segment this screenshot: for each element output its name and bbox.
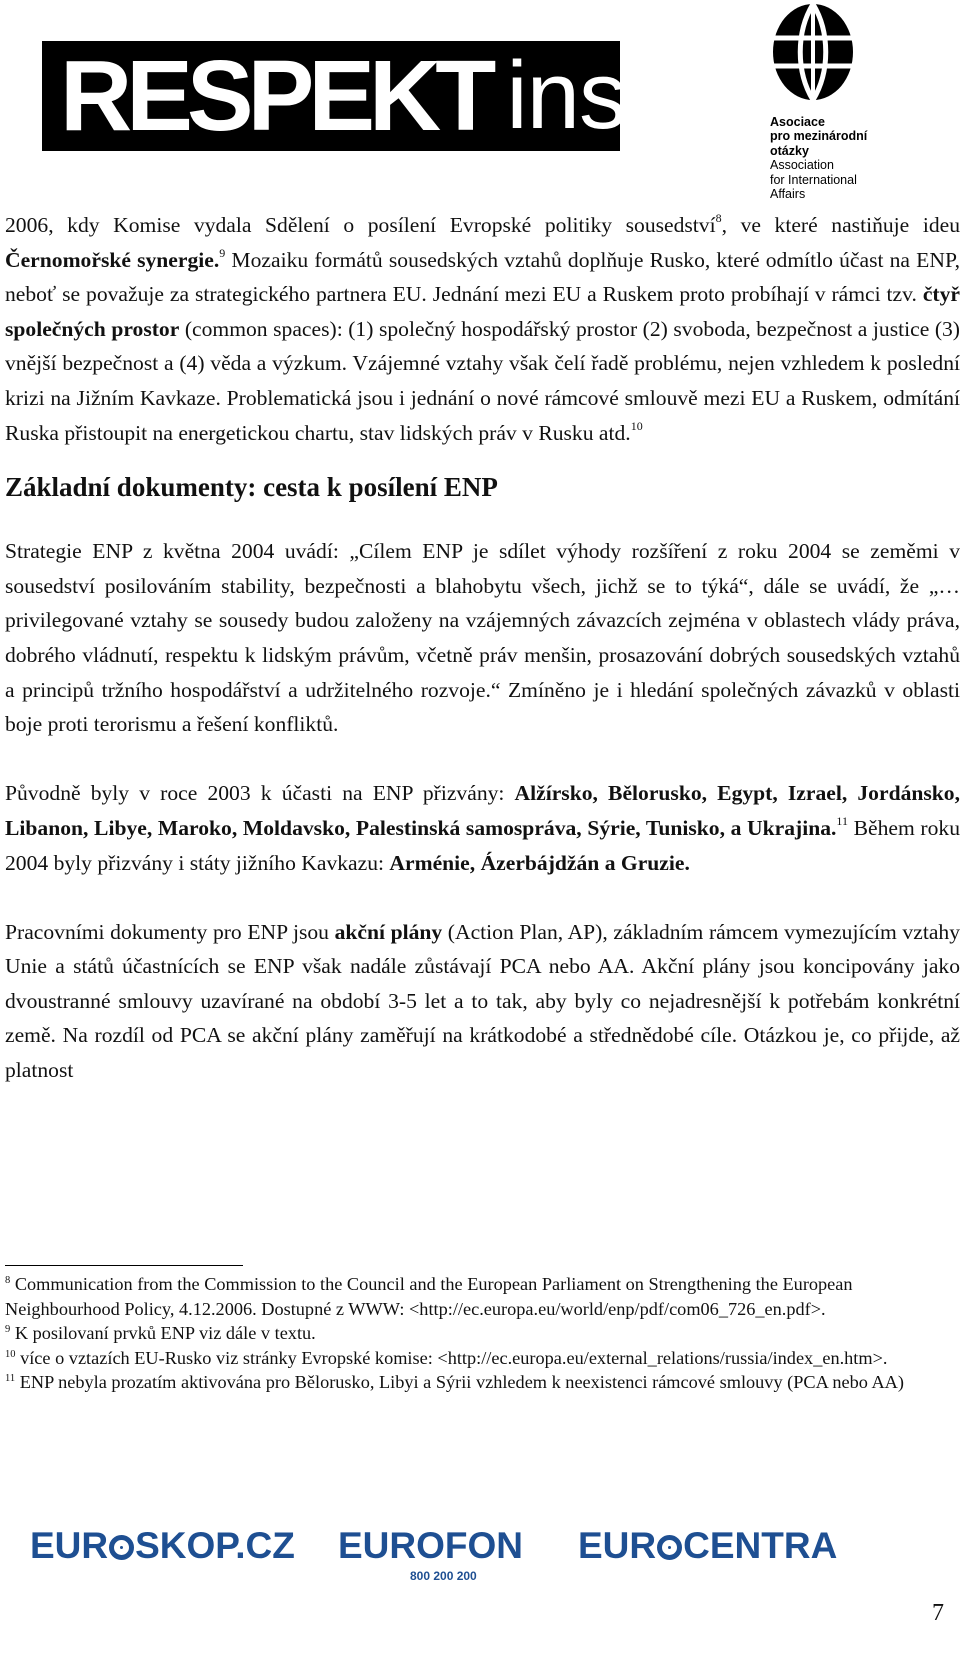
eurocentra-logo[interactable]: EUR CENTRA [578, 1525, 838, 1566]
aia-line: pro mezinárodní [770, 129, 868, 144]
paragraph-action-plans: Pracovními dokumenty pro ENP jsou akční plány (Action Plan, AP), základním rámcem vymezujícím vztahy Unie a států účastnících se ENP však nadále zůstávají PCA nebo AA. Akční plány jsou koncipovány jako dvoustranné smlouvy uzavírané na období 3-5 let a to tak, aby byly co nejadresnější k potřebám konkrétní země. Na rozdíl od PCA se akční plány zaměřují na krátkodobé a střednědobé cíle. Otázkou je, co přijde, až platnost [5, 919, 960, 1083]
aia-logo [764, 2, 944, 202]
footnote: $^9$ K posilovaní prvků ENP viz dále v textu. [5, 1323, 316, 1343]
aia-line: Asociace [770, 115, 825, 129]
footnote: $^8$ Communication from the Commission to the Council and the European Parliament on Strengthening the European Neighbourhood Policy, 4.12.2006. Dostupné z WWW: <http://ec.europa.eu/world/enp/pdf/com06_726_en.pdf>. [5, 1274, 853, 1319]
document-body [5, 208, 960, 1088]
footnotes [5, 1272, 950, 1395]
footnote-ref[interactable]: 11 [836, 813, 848, 828]
respekt-institut-logo [42, 40, 776, 152]
paragraph-strategy: Strategie ENP z května 2004 uvádí: „Cílem ENP je sdílet výhody rozšíření z roku 2004 se zeměmi v sousedství posilováním stability, bezpečnosti a blahobytu všech, jichž se to týká“, dále se uvádí, že „…privilegované vztahy se sousedy budou založeny na vzájemných závazcích zejména v oblastech vlády práva, dobrého vládnutí, respektu k lidským právům, včetně práv menšin, prosazování dobrých sousedských vztahů a principů tržního hospodářství a udržitelného rozvoje.“ Zmíněno je i hledání společných závazků v oblasti boje proti terorismu a řešení konfliktů. [5, 539, 960, 737]
paragraph-countries: Původně byly v roce 2003 k účasti na ENP přizvány: Alžírsko, Bělorusko, Egypt, Izrael, Jordánsko, Libanon, Libye, Maroko, Moldavsko, Palestinská samospráva, Sýrie, Tunisko, a Ukrajina.$^{11}$ Během roku 2004 byly přizvány i státy jižního Kavkazu: Arménie, Ázerbájdžán a Gruzie. [5, 781, 960, 875]
footer [0, 1487, 960, 1665]
aia-line: Association [770, 158, 834, 173]
aia-line: Affairs [770, 187, 806, 202]
logo-institut-word: institut [506, 42, 776, 149]
footnote-ref[interactable]: 9 [219, 245, 226, 260]
globe-icon [768, 2, 858, 110]
paragraph-enp-russia: 2006, kdy Komise vydala Sdělení o posílení Evropské politiky sousedství$^8$, ve které nastiňuje ideu Černomořské synergie.$^9$ Mozaiku formátů sousedských vztahů doplňuje Rusko, které odmítlo účast na ENP, neboť se považuje za strategického partnera EU. Jednání mezi EU a Ruskem proto probíhají v rámci tzv. čtyř společných prostor (common spaces): (1) společný hospodářský prostor (2) svoboda, bezpečnost a justice (3) vnější bezpečnost a (4) věda a výzkum. Vzájemné vztahy však čelí řadě problému, nejen vzhledem k poslední krizi na Jižním Kavkaze. Problematická jsou i jednání o nové rámcové smlouvě mezi EU a Ruskem, odmítání Ruska přistoupit na energetickou chartu, stav lidských práv v Rusku atd.$^{10}$ [5, 211, 960, 445]
footnote-ref[interactable]: 8 [715, 211, 722, 225]
footnote-ref[interactable]: 10 [630, 418, 643, 433]
aia-line: otázky [770, 143, 809, 158]
aia-line: for International [770, 172, 857, 187]
footnote-divider [5, 1265, 243, 1266]
eurofon-logo[interactable]: EUROFON [338, 1525, 523, 1566]
eurofon-phone: 800 200 200 [410, 1569, 477, 1583]
euroskop-logo[interactable]: EUR SKOP.CZ [30, 1525, 295, 1566]
euro-o-icon [657, 1535, 682, 1560]
aia-name [770, 115, 867, 201]
page-number: 7 [932, 1600, 944, 1626]
footnote: $^{11}$ ENP nebyla prozatím aktivována pro Bělorusko, Libyi a Sýrii vzhledem k neexistenci rámcové smlouvy (PCA nebo AA) [5, 1372, 904, 1392]
logo-respekt-word: RESPEKT [60, 40, 491, 152]
footnote: $^{10}$ více o vztazích EU-Rusko viz stránky Evropské komise: <http://ec.europa.eu/external_relations/russia/index_en.htm>. [5, 1347, 888, 1368]
euro-o-icon [109, 1535, 134, 1560]
section-heading: Základní dokumenty: cesta k posílení ENP [5, 472, 498, 503]
